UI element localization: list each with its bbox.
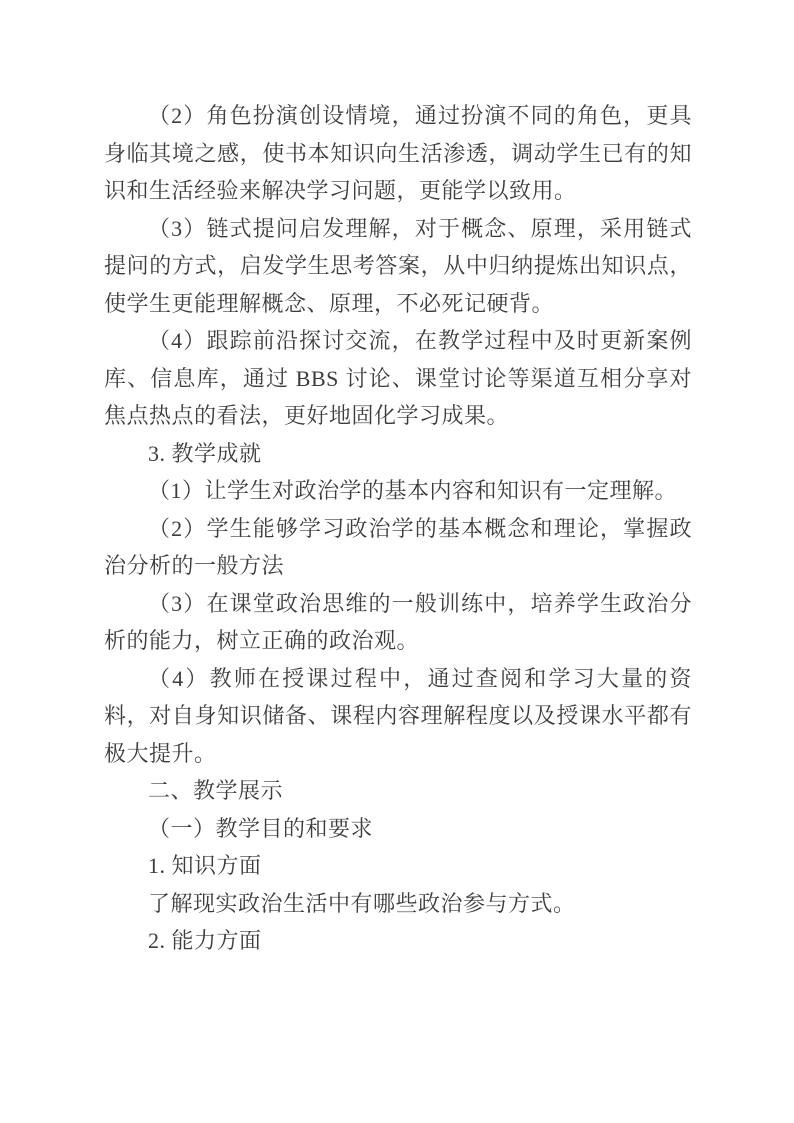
- heading-teaching-objectives: （一）教学目的和要求: [148, 815, 374, 841]
- document-content: [104, 97, 692, 960]
- paragraph-achievement-3: （3）在课堂政治思维的一般训练中，培养学生政治分析的能力，树立正确的政治观。: [104, 590, 692, 653]
- paragraph-frontier-exchange: （4）跟踪前沿探讨交流，在教学过程中及时更新案例库、信息库，通过 BBS 讨论、课堂讨论等渠道互相分享对焦点热点的看法，更好地固化学习成果。: [104, 328, 692, 428]
- paragraph-chain-question: （3）链式提问启发理解，对于概念、原理，采用链式提问的方式，启发学生思考答案，从中归纳提炼出知识点，使学生更能理解概念、原理，不必死记硬背。: [104, 215, 692, 316]
- paragraph-role-play: （2）角色扮演创设情境，通过扮演不同的角色，更具身临其境之感，使书本知识向生活渗透，调动学生已有的知识和生活经验来解决学习问题，更能学以致用。: [104, 103, 692, 203]
- paragraph-achievement-2: （2）学生能够学习政治学的基本概念和理论，掌握政治分析的一般方法: [104, 515, 692, 578]
- heading-teaching-presentation: 二、教学展示: [148, 778, 284, 803]
- heading-ability-aspect: 2. 能力方面: [148, 928, 262, 953]
- paragraph-achievement-4: （4）教师在授课过程中，通过查阅和学习大量的资料，对自身知识储备、课程内容理解程度以及授课水平都有极大提升。: [104, 665, 692, 766]
- paragraph-knowledge-detail: 了解现实政治生活中有哪些政治参与方式。: [148, 890, 576, 916]
- paragraph-achievement-1: （1）让学生对政治学的基本内容和知识有一定理解。: [148, 478, 678, 503]
- heading-knowledge-aspect: 1. 知识方面: [148, 853, 262, 878]
- heading-teaching-achievements: 3. 教学成就: [148, 440, 262, 466]
